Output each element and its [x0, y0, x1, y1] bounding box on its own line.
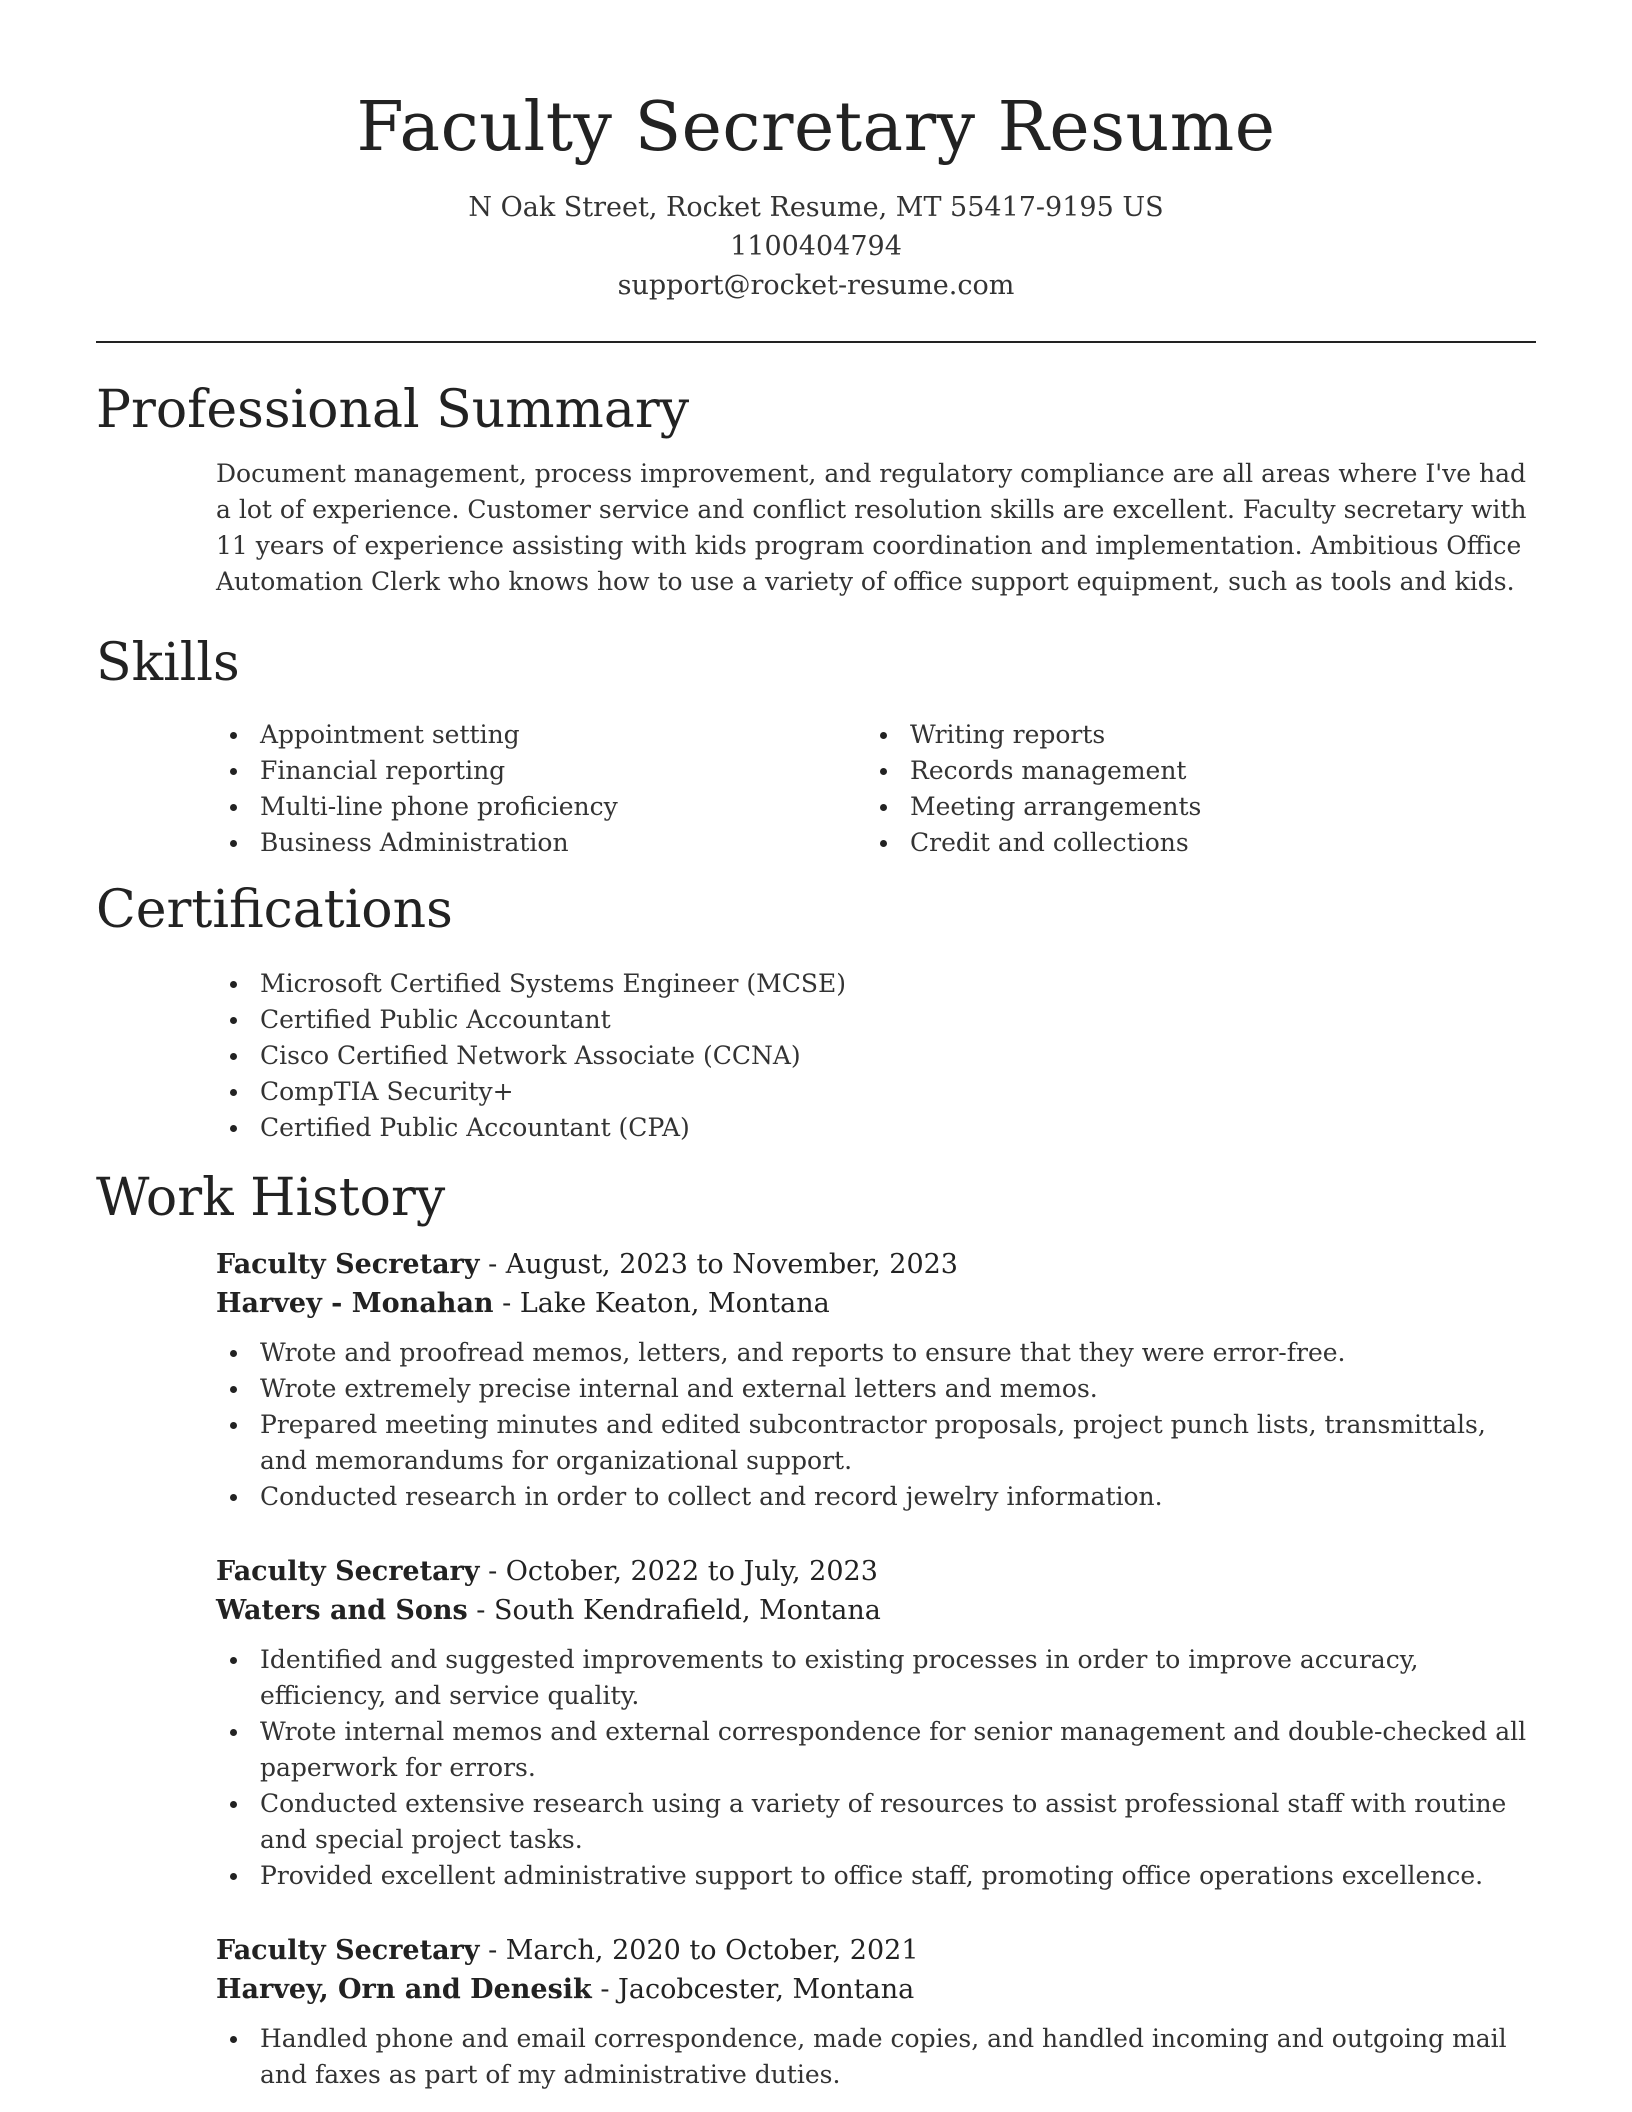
job-duty: Provided excellent administrative support to office staff, promoting office operations excellence. [216, 1858, 1536, 1894]
skill-item: Multi-line phone proficiency [216, 789, 866, 825]
job-company: Waters and Sons [216, 1595, 468, 1626]
certification-item: Cisco Certified Network Associate (CCNA) [216, 1038, 1536, 1074]
certification-item: CompTIA Security+ [216, 1074, 1536, 1110]
job-location: - Jacobcester, Montana [591, 1974, 915, 2005]
skills-grid [216, 717, 1536, 861]
certification-item: Certified Public Accountant [216, 1002, 1536, 1038]
skill-item: Records management [866, 753, 1516, 789]
skill-item: Business Administration [216, 825, 866, 861]
certification-item: Certified Public Accountant (CPA) [216, 1110, 1536, 1146]
certifications-heading: Certifications [96, 880, 453, 940]
job-company: Harvey - Monahan [216, 1288, 494, 1319]
job-role: Faculty Secretary [216, 1935, 480, 1966]
job-entry [96, 1552, 1536, 1894]
skill-item: Financial reporting [216, 753, 866, 789]
skill-item: Writing reports [866, 717, 1516, 753]
job-location: - Lake Keaton, Montana [493, 1288, 830, 1319]
skill-item: Credit and collections [866, 825, 1516, 861]
job-duties-list [216, 2021, 1536, 2093]
skills-column-left [216, 717, 866, 861]
skill-item: Meeting arrangements [866, 789, 1516, 825]
contact-block [0, 188, 1632, 305]
job-dates: - October, 2022 to July, 2023 [479, 1556, 878, 1587]
contact-email: support@rocket-resume.com [617, 270, 1015, 301]
job-company-line [216, 1591, 1536, 1630]
job-title-line [216, 1245, 1536, 1284]
job-company-line [216, 1284, 1536, 1323]
contact-phone: 1100404794 [730, 231, 902, 262]
job-duty: Conducted research in order to collect and record jewelry information. [216, 1479, 1536, 1515]
job-dates: - March, 2020 to October, 2021 [479, 1935, 919, 1966]
job-duty: Identified and suggested improvements to existing processes in order to improve accuracy, efficiency, and service quality. [216, 1642, 1536, 1714]
job-duty: Handled phone and email correspondence, made copies, and handled incoming and outgoing mail and faxes as part of my administrative duties. [216, 2021, 1536, 2093]
contact-address: N Oak Street, Rocket Resume, MT 55417-9195 US [468, 192, 1164, 223]
job-location: - South Kendrafield, Montana [467, 1595, 881, 1626]
job-company-line [216, 1970, 1536, 2009]
job-title-line [216, 1931, 1536, 1970]
job-entry [96, 1245, 1536, 1515]
job-duty: Wrote extremely precise internal and external letters and memos. [216, 1371, 1536, 1407]
page-title: Faculty Secretary Resume [356, 88, 1276, 167]
resume-header [0, 0, 1632, 305]
job-duty: Wrote and proofread memos, letters, and reports to ensure that they were error-free. [216, 1335, 1536, 1371]
work-history-heading-block [96, 1166, 1536, 1230]
job-role: Faculty Secretary [216, 1249, 480, 1280]
job-dates: - August, 2023 to November, 2023 [479, 1249, 958, 1280]
job-duty: Conducted extensive research using a variety of resources to assist professional staff with routine and special project tasks. [216, 1786, 1536, 1858]
skill-item: Appointment setting [216, 717, 866, 753]
job-duties-list [216, 1335, 1536, 1515]
job-duty: Wrote internal memos and external correspondence for senior management and double-checked all paperwork for errors. [216, 1714, 1536, 1786]
job-duty: Prepared meeting minutes and edited subcontractor proposals, project punch lists, transmittals, and memorandums for organizational support. [216, 1407, 1536, 1479]
skills-heading: Skills [96, 633, 240, 693]
certifications-list [216, 966, 1536, 1146]
header-divider [96, 341, 1536, 343]
job-title-line [216, 1552, 1536, 1591]
work-history-heading: Work History [96, 1168, 446, 1228]
skills-section [96, 631, 1536, 861]
job-duties-list [216, 1642, 1536, 1894]
job-role: Faculty Secretary [216, 1556, 480, 1587]
job-entry [96, 1931, 1536, 2093]
skills-column-right [866, 717, 1516, 861]
summary-heading: Professional Summary [96, 380, 690, 440]
summary-text: Document management, process improvement, and regulatory compliance are all areas where I've had a lot of experience. Customer service and conflict resolution skills are excellent. Faculty secretary with 11 years of experience assisting with kids program coordination and implementation. Ambitious Office Automation Clerk who knows how to use a variety of office support equipment, such as tools and kids. [216, 459, 1527, 596]
summary-section [96, 378, 1536, 600]
certification-item: Microsoft Certified Systems Engineer (MCSE) [216, 966, 1536, 1002]
job-company: Harvey, Orn and Denesik [216, 1974, 592, 2005]
certifications-section [96, 878, 1536, 1146]
